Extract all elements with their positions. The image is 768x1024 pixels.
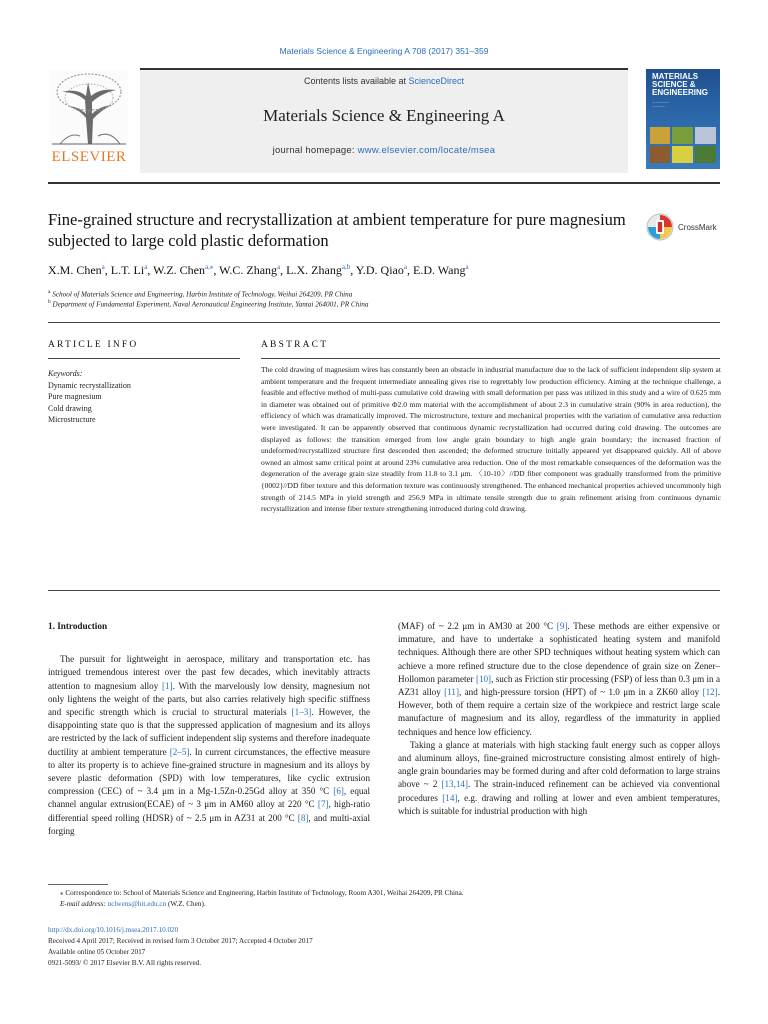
journal-cover-image[interactable] [646, 69, 720, 169]
affiliation-b-marker: b [48, 299, 51, 305]
affiliation-divider [48, 322, 720, 323]
correspondence-note: ⁎ Correspondence to: School of Materials Science and Engineering, Harbin Institute of Technology, Room A301, Weihai 264209, PR China. [60, 889, 464, 897]
crossmark-badge[interactable] [646, 212, 726, 246]
keyword-item: Pure magnesium [48, 392, 102, 402]
citation-link[interactable]: [7] [317, 799, 329, 810]
body-paragraph: Taking a glance at materials with high stacking fault energy such as copper alloys and aluminum alloys, fine-grained microstructure consisting almost entirely of high-angle grain boundaries may be formed during and after cold deformation to large strains above ~ 2 [13,14]. The strain-induced refinement can be achieved via conventional procedures [14], e.g. drawing and rolling at lower and even ambient temperatures, which is suitable for industrial production with high [398, 739, 720, 816]
abstract-rule [261, 358, 720, 359]
affiliation-a-text: School of Materials Science and Engineering, Harbin Institute of Technology, Weihai 264209, PR China [52, 290, 353, 299]
affiliation-a [48, 289, 718, 298]
email-note [48, 899, 718, 910]
article-title: Fine-grained structure and recrystallization at ambient temperature for pure magnesium subjected to large cold plastic deformation [48, 210, 626, 250]
citation-link[interactable]: [8] [297, 812, 309, 823]
homepage-line [140, 145, 628, 156]
sciencedirect-link[interactable]: ScienceDirect [408, 76, 465, 86]
article-info-heading: ARTICLE INFO [48, 340, 139, 350]
email-link[interactable]: nclwens@hit.edu.cn [107, 900, 167, 908]
author-affiliation-marker[interactable]: a [144, 263, 148, 271]
journal-banner [140, 68, 628, 173]
footnotes [48, 888, 718, 910]
abstract-bottom-divider [48, 590, 720, 591]
author-affiliation-marker[interactable]: a,⁎ [205, 263, 214, 271]
author-name[interactable]: W.C. Zhang [219, 263, 278, 277]
cover-title: MATERIALS SCIENCE & ENGINEERING [652, 72, 709, 97]
affiliation-b-text: Department of Fundamental Experiment, Naval Aeronautical Engineering Institute, Yantai 264001, PR China [52, 300, 369, 309]
affiliation-b [48, 299, 718, 308]
keyword-item: Cold drawing [48, 403, 92, 413]
contents-prefix: Contents lists available at [303, 76, 409, 86]
received-dates: Received 4 April 2017; Received in revised form 3 October 2017; Accepted 4 October 2017 [48, 937, 313, 945]
article-info-rule [48, 358, 240, 359]
contents-line [140, 76, 628, 86]
homepage-prefix: journal homepage: [272, 145, 358, 156]
citation-link[interactable]: [1–3] [291, 707, 312, 718]
affiliation-a-marker: a [48, 289, 51, 295]
elsevier-tree-icon [50, 70, 128, 146]
author-affiliation-marker[interactable]: a [101, 263, 105, 271]
author-name[interactable]: L.T. Li [110, 263, 145, 277]
author-name[interactable]: W.Z. Chen [153, 263, 206, 277]
abstract-heading: ABSTRACT [261, 340, 329, 350]
citation-link[interactable]: [2–5] [169, 746, 190, 757]
cover-subtitle-lines: ──────── ────── [652, 100, 670, 108]
keyword-item: Dynamic recrystallization [48, 380, 131, 390]
doi-link[interactable]: http://dx.doi.org/10.1016/j.msea.2017.10.020 [48, 926, 179, 934]
keywords-label: Keywords: [48, 369, 83, 378]
keywords-block [48, 368, 238, 426]
homepage-link[interactable]: www.elsevier.com/locate/msea [357, 145, 496, 156]
crossmark-icon [646, 212, 674, 242]
body-paragraph: The pursuit for lightweight in aerospace, military and transportation etc. has intrigued tremendous interest over the past few decades, which inevitably attracts attention to magnesium alloy [1]. With the marvelously low density, magnesium not only lightens the weight of the parts, but also carries relatively high specific stiffness and specific strength which is crucial to structural materials [1–3]. However, the disappointing state quo is that the suppressed application of magnesium and its alloys are restricted by the lack of sufficient independent slip systems and therefore inadequate ductility at ambient temperature [2–5]. In current circumstances, the effective measure to alter its property is to achieve fine-grained structure in magnesium and its alloys by severe plastic deformation (SPD) with low temperatures, like cyclic extrusion compression (CEC) of ~ 3.4 μm in a Mg-1.5Zn-0.25Gd alloy at 350 °C [6], equal channel angular extrusion(ECAE) of ~ 3 μm in AM60 alloy at 220 °C [7], high-ratio differential speed rolling (HDSR) of ~ 2.5 μm in AZ31 at 200 °C [8], and multi-axial forging [48, 654, 371, 836]
author-affiliation-marker[interactable]: a,b [341, 263, 351, 271]
author-name[interactable]: E.D. Wang [412, 263, 466, 277]
body-column-right [398, 620, 720, 818]
crossmark-label: CrossMark [678, 223, 717, 232]
footnote-divider [48, 884, 108, 885]
citation-link[interactable]: [10] [475, 673, 492, 684]
copyright: 0921-5093/ © 2017 Elsevier B.V. All rights reserved. [48, 959, 202, 967]
author-name[interactable]: L.X. Zhang [286, 263, 342, 277]
author-affiliation-marker[interactable]: a [403, 263, 407, 271]
cover-micrographs [650, 127, 716, 163]
section-heading-introduction: 1. Introduction [48, 621, 108, 631]
abstract-text: The cold drawing of magnesium wires has constantly been an obstacle in industrial manufacture due to the lack of sufficient independent slip system at ambient temperature and the frequent intermediate annealing gives rise to regrettably low production efficiency. Aiming at the technique challenge, a feasible and effective method of multi-pass cumulative cold drawing with small deformation per pass was utilized in this study and a wire of 0.625 mm in diameter was obtained out of primitive Φ2.0 mm material with the accomplishment of about 2.3 in cumulative strain (90% in area reduction), the efficiency of which was dramatically improved. The microstructure, texture and mechanical properties with the variation of cumulative area reduction were investigated. It can be apparently observed that continuous dynamic recrystallization had occurred during cold drawing. The outcomes are displayed as follows: the transition emerged from low angle grain boundary to high angle grain boundary; the increased fraction of undeformed/recrystallized structure first descended then ascended; the deformed structure initially appeared yet disappeared quickly. All of above owned an almost same critical point at around 23% cumulative area reduction. One of the most remarkable consequences of the deformation was the degeneration of the average grain size steadily from 11.8 to 3.1 μm. 〈10-10〉//DD fiber component was gradually transformed from the primitive {0002}//DD fiber texture and this deformation texture was continuously strengthened. The enhanced mechanical properties achieved uncommonly high strength of 214.5 MPa in yield strength and 256.9 MPa in ultimate tensile strength due to grain refinement arising from continuous dynamic recrystallization and intense fiber texture strengthening introduced during cold drawing. [261, 365, 721, 514]
journal-citation[interactable]: Materials Science & Engineering A 708 (2017) 351–359 [279, 46, 489, 56]
header-divider [48, 182, 720, 184]
online-date: Available online 05 October 2017 [48, 948, 146, 956]
elsevier-logo[interactable] [48, 70, 130, 168]
body-paragraph: (MAF) of ~ 2.2 μm in AM30 at 200 °C [9]. These methods are either expensive or immature, and have to undertake a sophisticated heating system and manifold techniques. Although there are other SPD techniques without heating system which can achieve a more refined structure due to the close dependence of grain size on Zener–Hollomon parameter [10], such as Friction stir processing (FSP) of less than 0.3 μm in a AZ31 alloy [11], and high-pressure torsion (HPT) of ~ 1.0 μm in a ZK60 alloy [12]. However, both of them require a certain size of the workpiece and restrict large scale manufacture of magnesium and its alloy, regardless of the immaturity in applied techniques and hence low efficiency. [398, 621, 720, 737]
citation-link[interactable]: [6] [333, 786, 344, 797]
elsevier-wordmark: ELSEVIER [51, 149, 127, 165]
citation-link[interactable]: [9] [556, 621, 568, 631]
author-name[interactable]: X.M. Chen [48, 263, 102, 277]
author-name[interactable]: Y.D. Qiao [355, 263, 404, 277]
body-column-left [48, 620, 370, 838]
keyword-item: Microstructure [48, 415, 96, 425]
author-list: X.M. Chen$^a$, L.T. Li$^a$, W.Z. Chen$^{a,⁎}$, W.C. Zhang$^a$, L.X. Zhang$^{a,b}$, Y.D. Qiao$^a$, E.D. Wang$^a$ [48, 263, 469, 277]
author-affiliation-marker[interactable]: a [277, 263, 281, 271]
author-affiliation-marker[interactable]: a [465, 263, 469, 271]
citation-link[interactable]: [13,14] [441, 779, 468, 790]
email-label: E-mail address: [60, 900, 108, 908]
publication-info [48, 925, 718, 969]
journal-title: Materials Science & Engineering A [263, 106, 505, 125]
citation-link[interactable]: [12] [702, 687, 718, 698]
citation-link[interactable]: [1] [162, 680, 173, 691]
journal-header [48, 68, 720, 180]
citation-link[interactable]: [11] [444, 687, 459, 698]
email-suffix: (W.Z. Chen). [166, 900, 206, 908]
citation-link[interactable]: [14] [442, 792, 458, 803]
